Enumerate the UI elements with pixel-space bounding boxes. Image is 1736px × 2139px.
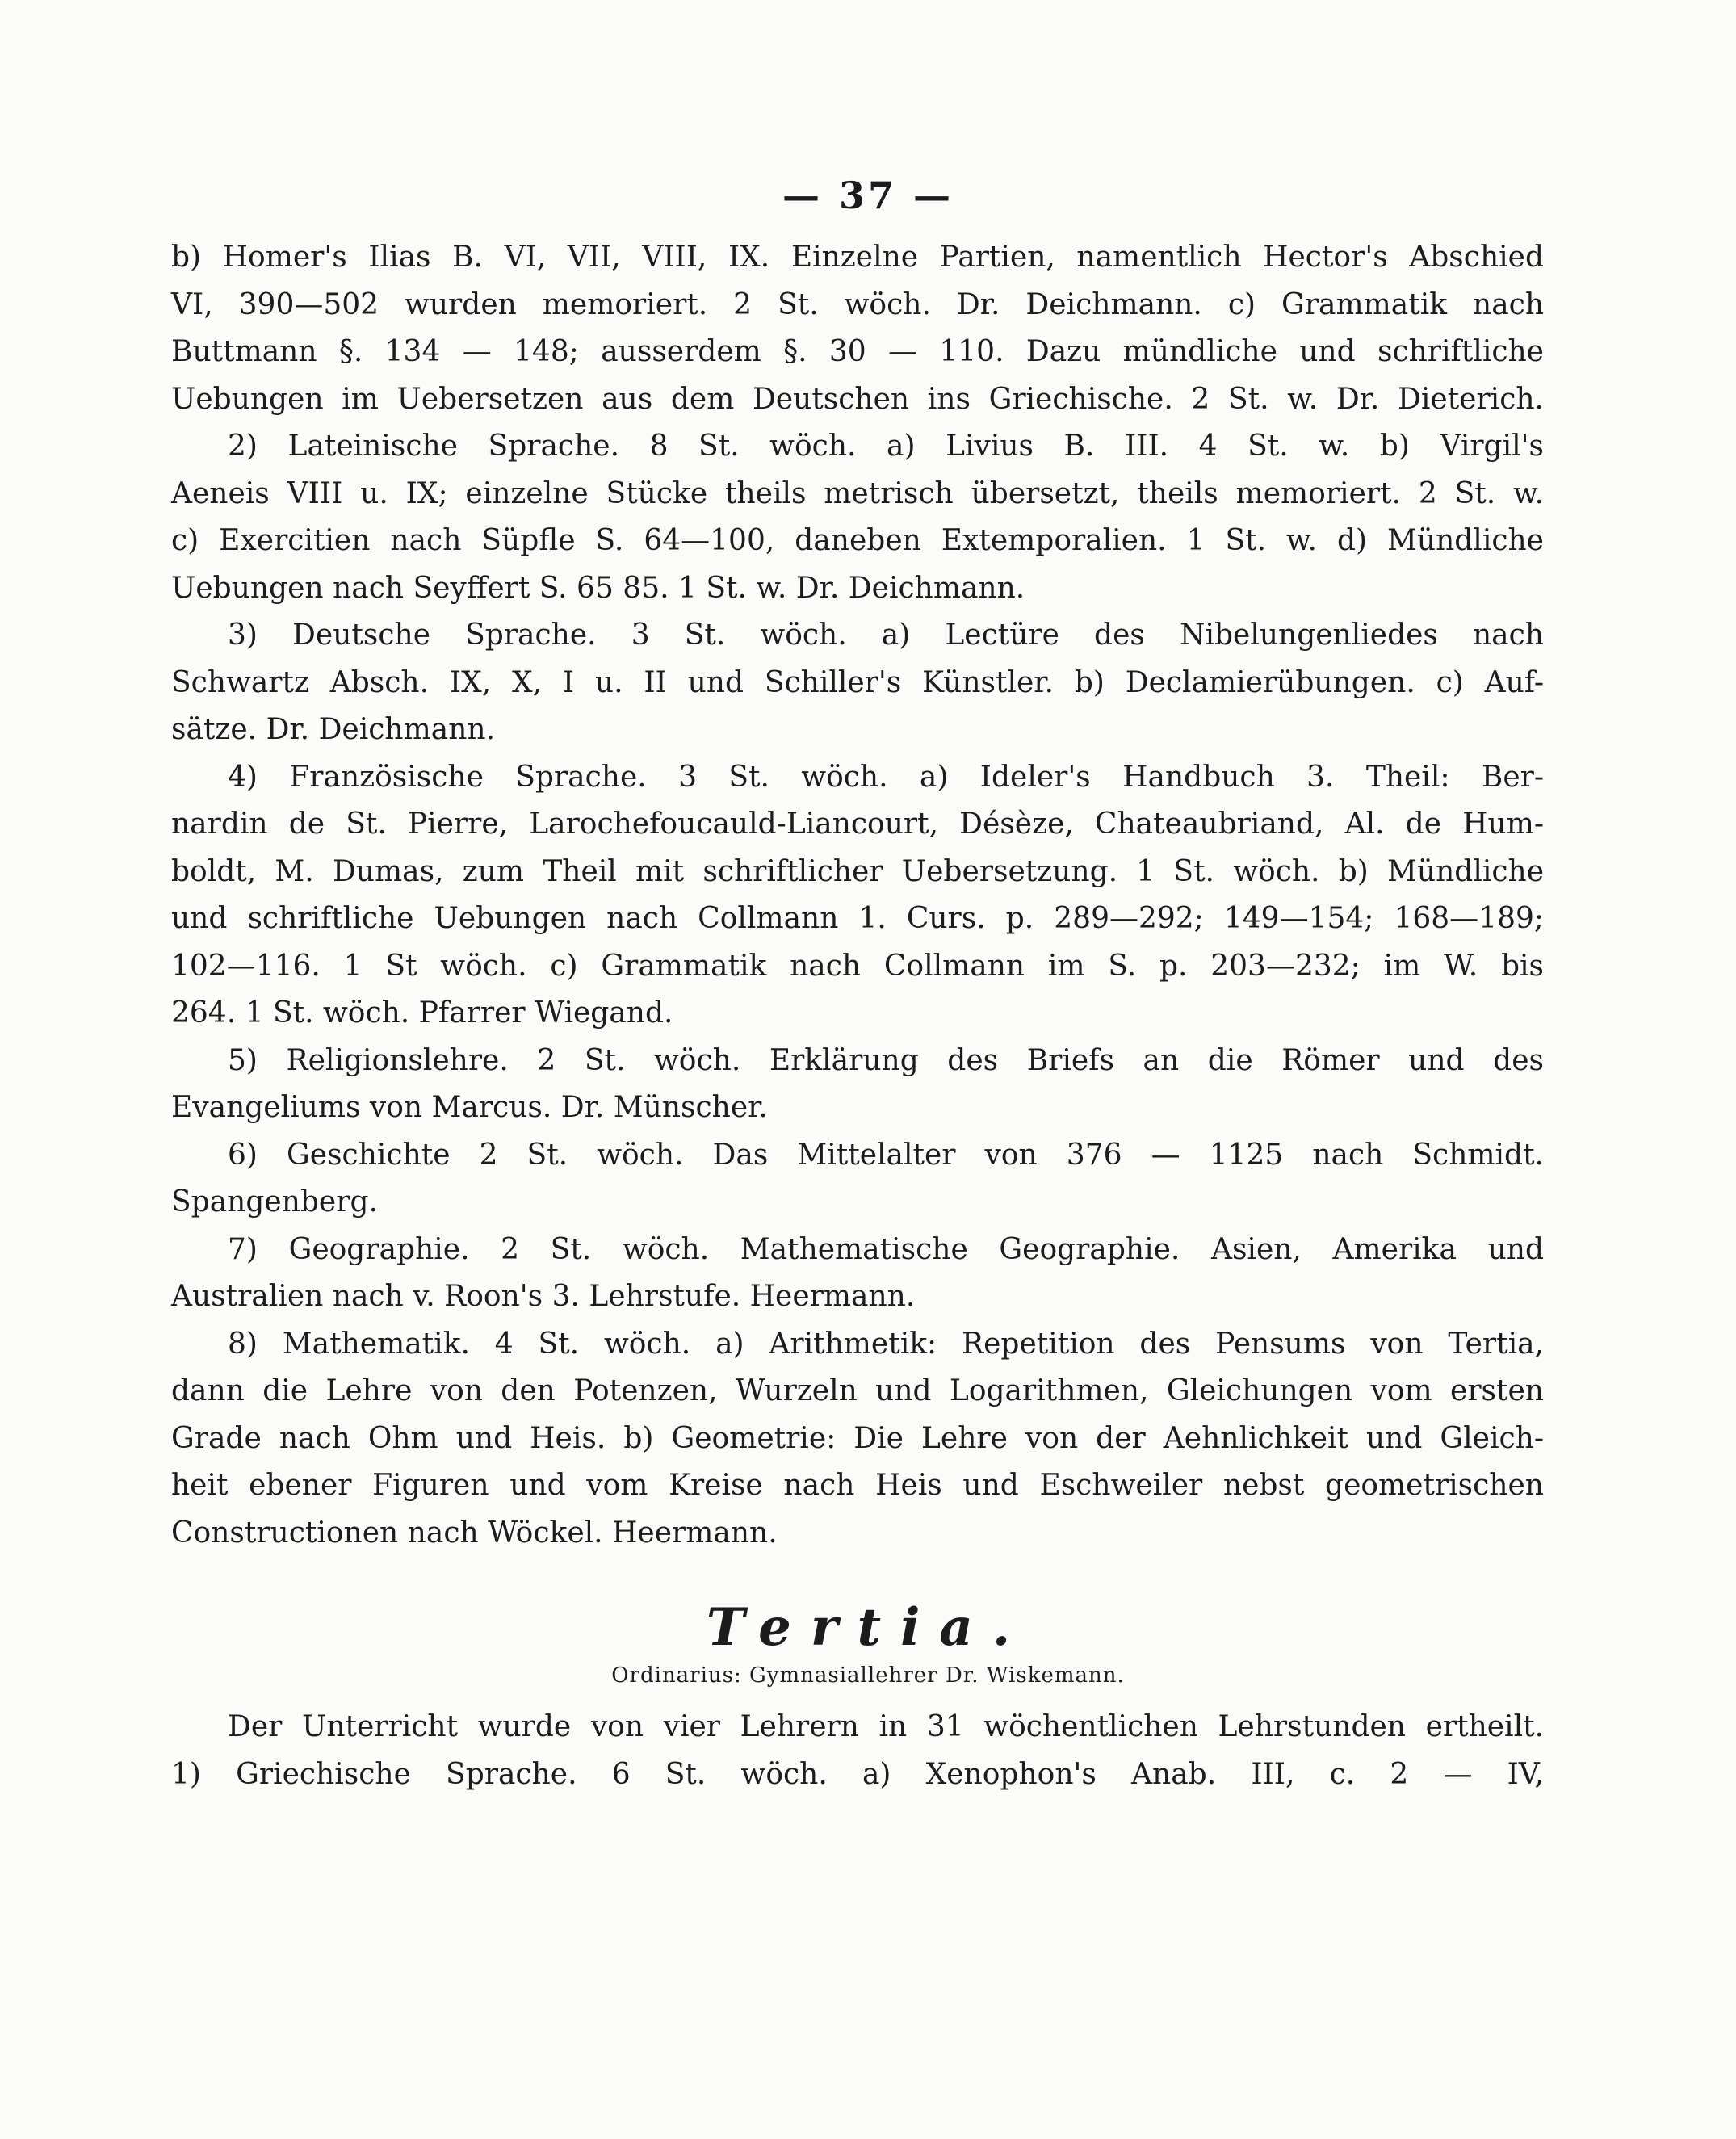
section-ordinarius: Ordinarius: Gymnasiallehrer Dr. Wiskemann. [611, 1663, 1125, 1688]
text-line: 6) Geschichte 2 St. wöch. Das Mittelalter von 376 — 1125 nach Schmidt. [228, 1138, 1544, 1172]
text-line: Uebungen nach Seyffert S. 65 85. 1 St. w. Dr. Deichmann. [171, 571, 1025, 605]
text-line: boldt, M. Dumas, zum Theil mit schriftlicher Uebersetzung. 1 St. wöch. b) Mündliche [171, 854, 1544, 888]
text-line: Australien nach v. Roon's 3. Lehrstufe. Heermann. [171, 1280, 916, 1313]
text-line: 102—116. 1 St wöch. c) Grammatik nach Collmann im S. p. 203—232; im W. bis [171, 949, 1544, 983]
text-line: Grade nach Ohm und Heis. b) Geometrie: Die Lehre von der Aehnlichkeit und Gleich- [171, 1421, 1544, 1455]
text-line: nardin de St. Pierre, Larochefoucauld-Liancourt, Désèze, Chateaubriand, Al. de Hum- [171, 807, 1544, 841]
text-line: Evangeliums von Marcus. Dr. Münscher. [171, 1091, 768, 1124]
text-line: Constructionen nach Wöckel. Heermann. [171, 1516, 778, 1550]
text-line: VI, 390—502 wurden memoriert. 2 St. wöch. Dr. Deichmann. c) Grammatik nach [171, 287, 1544, 321]
text-line: Der Unterricht wurde von vier Lehrern in 31 wöchentlichen Lehrstunden ertheilt. [228, 1710, 1544, 1743]
page-number: — 37 — [782, 174, 954, 217]
text-line: Buttmann §. 134 — 148; ausserdem §. 30 — 110. Dazu mündliche und schriftliche [171, 335, 1544, 368]
text-line: 3) Deutsche Sprache. 3 St. wöch. a) Lectüre des Nibelungenliedes nach [228, 619, 1544, 652]
text-line: 5) Religionslehre. 2 St. wöch. Erklärung des Briefs an die Römer und des [228, 1043, 1544, 1077]
section-body-text [171, 1704, 1544, 1798]
text-line: sätze. Dr. Deichmann. [171, 713, 496, 746]
text-line: 2) Lateinische Sprache. 8 St. wöch. a) Livius B. III. 4 St. w. b) Virgil's [228, 430, 1544, 463]
text-line: 1) Griechische Sprache. 6 St. wöch. a) Xenophon's Anab. III, c. 2 — IV, [171, 1757, 1544, 1791]
text-line: dann die Lehre von den Potenzen, Wurzeln und Logarithmen, Gleichungen vom ersten [171, 1374, 1544, 1407]
text-line: Uebungen im Uebersetzen aus dem Deutschen ins Griechische. 2 St. w. Dr. Dieterich. [171, 382, 1544, 416]
text-line: b) Homer's Ilias B. VI, VII, VIII, IX. Einzelne Partien, namentlich Hector's Abschied [171, 241, 1544, 274]
text-line: Aeneis VIII u. IX; einzelne Stücke theils metrisch übersetzt, theils memoriert. 2 St. w. [171, 476, 1544, 510]
body-text [171, 234, 1544, 1557]
section-heading: Tertia. [706, 1597, 1030, 1658]
text-line: 8) Mathematik. 4 St. wöch. a) Arithmetik: Repetition des Pensums von Tertia, [228, 1327, 1544, 1361]
text-line: und schriftliche Uebungen nach Collmann 1. Curs. p. 289—292; 149—154; 168—189; [171, 902, 1544, 935]
text-line: 264. 1 St. wöch. Pfarrer Wiegand. [171, 996, 673, 1030]
text-line: c) Exercitien nach Süpfle S. 64—100, daneben Extemporalien. 1 St. w. d) Mündliche [171, 524, 1544, 557]
text-line: Spangenberg. [171, 1185, 378, 1218]
text-line: 4) Französische Sprache. 3 St. wöch. a) Ideler's Handbuch 3. Theil: Ber- [228, 760, 1544, 794]
text-line: 7) Geographie. 2 St. wöch. Mathematische Geographie. Asien, Amerika und [228, 1232, 1544, 1266]
text-line: Schwartz Absch. IX, X, I u. II und Schiller's Künstler. b) Declamierübungen. c) Auf- [171, 665, 1544, 699]
text-line: heit ebener Figuren und vom Kreise nach Heis und Eschweiler nebst geometrischen [171, 1469, 1544, 1502]
